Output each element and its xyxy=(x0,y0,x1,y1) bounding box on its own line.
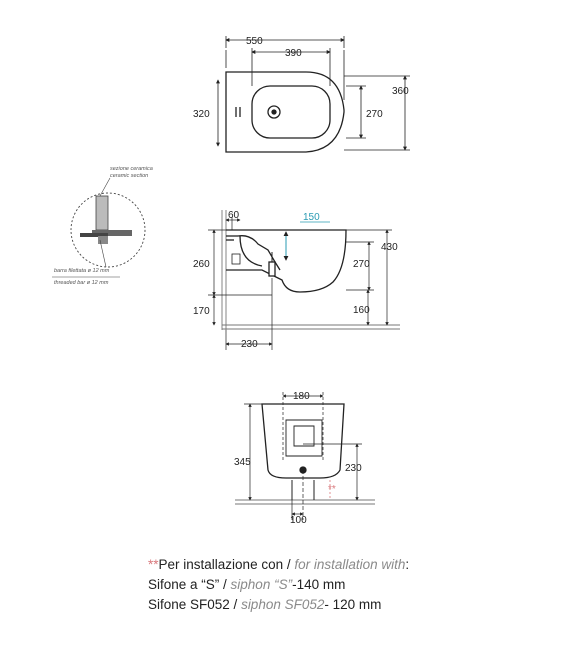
note-line-3-end: - 120 mm xyxy=(324,597,382,612)
note-line-1-en: for installation with xyxy=(294,557,406,572)
dim-front-height: 345 xyxy=(234,457,251,468)
dim-floor-left: 170 xyxy=(193,306,210,317)
note-line-3-it: Sifone SF052 / xyxy=(148,597,242,612)
note-line-1 xyxy=(148,555,548,575)
note-line-2-en: siphon “S” xyxy=(230,577,293,592)
dim-height-left: 260 xyxy=(193,259,210,270)
side-view xyxy=(208,210,400,350)
dim-height-right: 270 xyxy=(353,259,370,270)
section-label-en: ceramic section xyxy=(110,173,149,179)
note-line-3-en: siphon SF052 xyxy=(241,597,325,612)
note-line-2 xyxy=(148,575,548,595)
bar-label-en: threaded bar ø 12 mm xyxy=(54,280,109,286)
bar-label-it: barra filettata ø 12 mm xyxy=(54,268,110,274)
note-line-1-end: : xyxy=(405,557,410,572)
note-line-1-it: Per installazione con / xyxy=(158,557,295,572)
dim-overall-width: 550 xyxy=(246,36,263,47)
section-detail xyxy=(52,166,153,286)
note-asterisks: ** xyxy=(148,557,159,572)
dim-drain-height: 230 xyxy=(345,463,362,474)
top-view xyxy=(218,36,410,152)
dim-width-left: 320 xyxy=(193,109,210,120)
front-view-labels xyxy=(234,391,362,526)
dim-total-height: 430 xyxy=(381,242,398,253)
dim-drain-offset: 230 xyxy=(241,339,258,350)
dim-inner-depth: 270 xyxy=(366,109,383,120)
section-label-it: sezione ceramica xyxy=(110,166,153,172)
dim-wall-offset: 60 xyxy=(228,210,240,221)
dim-overall-depth: 360 xyxy=(392,86,409,97)
front-view xyxy=(235,392,375,520)
dim-mount-width: 180 xyxy=(293,391,310,402)
bidet-outline-top xyxy=(226,72,344,152)
note-line-2-end: -140 mm xyxy=(292,577,346,592)
asterisk-marker: ** xyxy=(328,484,336,495)
dim-floor-right: 160 xyxy=(353,305,370,316)
dim-drain-width: 100 xyxy=(290,515,307,526)
adjust-arrow xyxy=(286,222,330,260)
dim-inner-width: 390 xyxy=(285,48,302,59)
bowl-top xyxy=(252,86,330,138)
installation-notes xyxy=(148,555,548,615)
note-line-3 xyxy=(148,595,548,615)
note-line-2-it: Sifone a “S” / xyxy=(148,577,231,592)
dim-adjust: 150 xyxy=(303,212,320,223)
